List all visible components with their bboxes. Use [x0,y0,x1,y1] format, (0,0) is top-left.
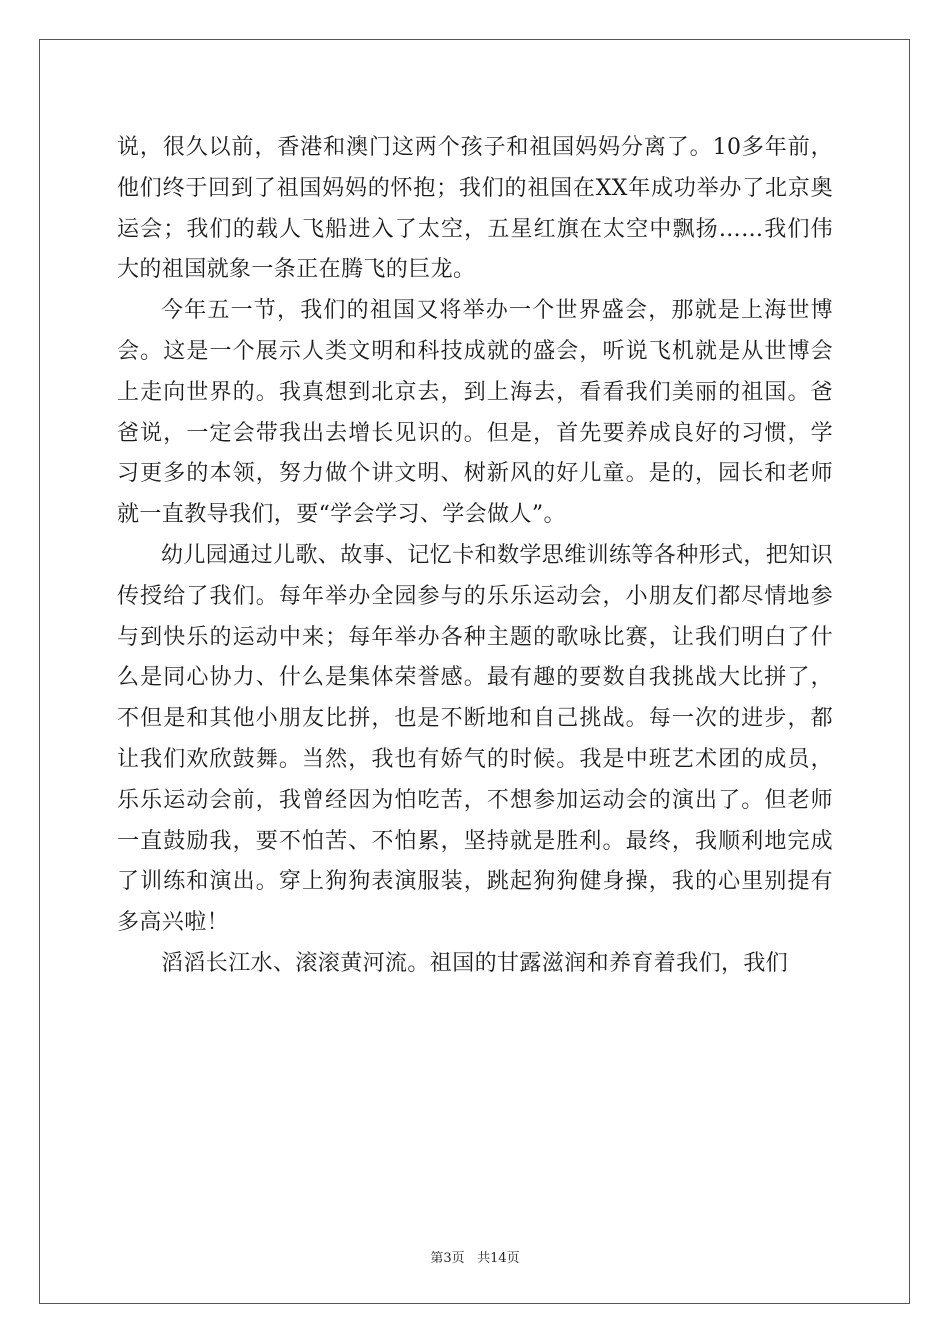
document-body [117,128,833,985]
paragraph: 幼儿园通过儿歌、故事、记忆卡和数学思维训练等各种形式，把知识传授给了我们。每年举办全园参与的乐乐运动会，小朋友们都尽情地参与到快乐的运动中来；每年举办各种主题的歌咏比赛，让我们明白了什么是同心协力、什么是集体荣誉感。最有趣的要数自我挑战大比拼了，不但是和其他小朋友比拼，也是不断地和自己挑战。每一次的进步，都让我们欢欣鼓舞。当然，我也有娇气的时候。我是中班艺术团的成员，乐乐运动会前，我曾经因为怕吃苦，不想参加运动会的演出了。但老师一直鼓励我，要不怕苦、不怕累，坚持就是胜利。最终，我顺利地完成了训练和演出。穿上狗狗表演服装，跳起狗狗健身操，我的心里别提有多高兴啦！ [117,542,834,936]
paragraph: 今年五一节，我们的祖国又将举办一个世界盛会，那就是上海世博会。这是一个展示人类文明和科技成就的盛会，听说飞机就是从世博会上走向世界的。我真想到北京去，到上海去，看看我们美丽的祖国。爸爸说，一定会带我出去增长见识的。但是，首先要养成良好的习惯，学习更多的本领，努力做个讲文明、树新风的好儿童。是的，园长和老师就一直教导我们，要“学会学习、学会做人”。 [117,298,833,528]
page-total: 共14页 [477,1251,520,1266]
page-number: 第3页 [430,1251,465,1266]
paragraph: 说，很久以前，香港和澳门这两个孩子和祖国妈妈分离了。10多年前，他们终于回到了祖国妈妈的怀抱；我们的祖国在XX年成功举办了北京奥运会；我们的载人飞船进入了太空，五星红旗在太空中飘扬……我们伟大的祖国就象一条正在腾飞的巨龙。 [117,135,833,283]
page-footer [0,1247,950,1266]
paragraph: 滔滔长江水、滚滚黄河流。祖国的甘露滋润和养育着我们，我们 [161,950,789,976]
footer-gap [465,1251,477,1266]
